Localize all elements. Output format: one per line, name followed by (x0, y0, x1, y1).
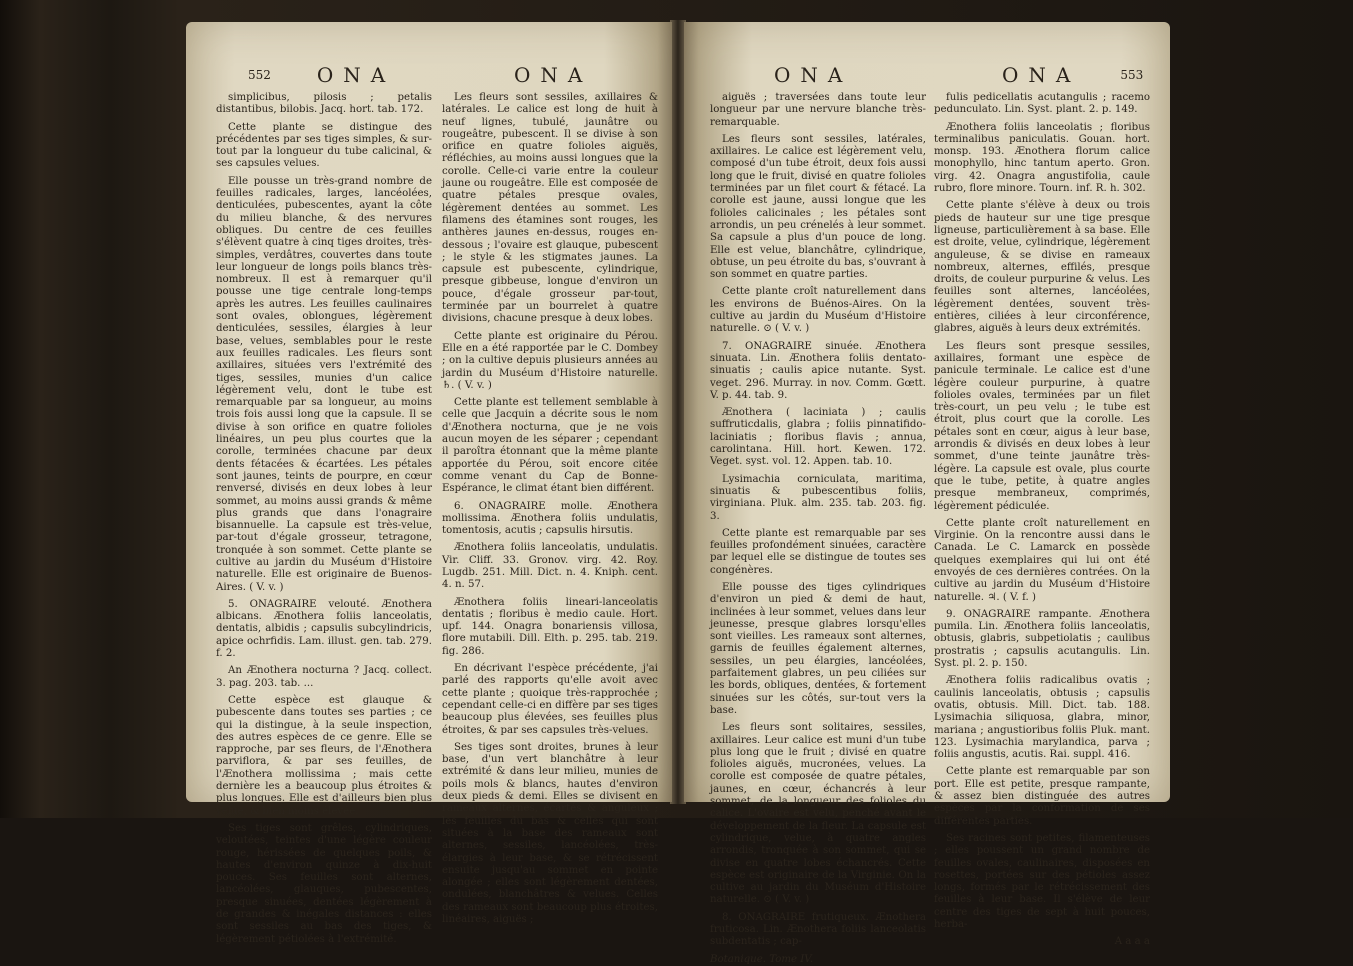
paragraph: Cette plante se distingue des précédentes par ses tiges simples, & sur-tout par la longueur du tube calicinal, & ses capsules velues. (216, 121, 432, 170)
paragraph: 8. ONAGRAIRE frutiqueux. Ænothera fruticosa. Lin. Ænothera foliis lanceolatis subdentatis ; cap- (710, 911, 926, 948)
left-header-2 (514, 62, 634, 88)
footer-volume: Botanique. Tome IV. (710, 953, 814, 965)
signature-mark: A a a a (1114, 936, 1150, 948)
left-column-1 (216, 92, 432, 945)
paragraph: Cette plante croît naturellement dans les environs de Buénos-Aires. On la cultive au jardin du Muséum d'Histoire naturelle. ⊙ ( V. v. ) (710, 286, 926, 335)
right-header-2 (1002, 62, 1152, 88)
left-page (186, 22, 672, 945)
paragraph: Cette espèce est glauque & pubescente dans toutes ses parties ; ce qui la distingue, à la seule inspection, des autres espèces de ce genre. Elle se rapproche, par ses fleurs, de l'Ænothera parviflora, & par ses feuilles, de l'Ænothera mollissima ; mais cette dernière les a beaucoup plus étroites & plus longues. Elle est d'ailleurs bien plus velue, & bien moins élevée. (216, 694, 432, 817)
left-header (248, 62, 418, 88)
left-running-head: ONA (316, 63, 396, 87)
paragraph: Ænothera foliis radicalibus ovatis ; caulinis lanceolatis, obtusis ; capsulis ovatis, obtusis. Mill. Dict. tab. 188. Lysimachia siliquosa, glabra, minor, mariana ; angustioribus foliis Pluk. mant. 123. Lysimachia marylandica, parva ; foliis angustis, acutis. Rai. suppl. 416. (934, 675, 1150, 761)
paragraph: Lysimachia corniculata, maritima, sinuatis & pubescentibus foliis, virginiana. Pluk. alm. 235. tab. 203. fig. 3. (710, 473, 926, 522)
right-running-head-2: ONA (1002, 63, 1081, 87)
paragraph: fulis pedicellatis acutangulis ; racemo pedunculato. Lin. Syst. plant. 2. p. 149. (934, 92, 1150, 116)
paragraph: Ses racines sont petites, filamenteuses ; elles poussent un grand nombre de feuilles ovales, caulinaires, disposées en rosettes, portées sur des pétioles assez longs, formés par le rétrécissement des feuilles à leur base. Il s'élève de leur centre des tiges de sept à huit pouces, herba- (934, 832, 1150, 930)
paragraph: Les fleurs sont sessiles, axillaires & latérales. Le calice est long de huit à neuf lignes, tubulé, jaunâtre ou rougeâtre, pubescent. Il se divise à son orifice en quatre folioles aiguës, réfléchies, au moins aussi longues que la corolle. Celle-ci varie entre la couleur jaune ou rougeâtre. Elle est composée de quatre pétales presque ovales, légèrement dentées au sommet. Les filamens des étamines sont rouges, les anthères jaunes en-dessus, rouges en-dessous ; l'ovaire est glauque, pubescent ; le style & les stigmates jaunes. La capsule est pubescente, cylindrique, presque gibbeuse, longue d'environ un pouce, d'égale grosseur par-tout, terminée par un bourrelet à quatre divisions, chacune presque à deux lobes. (442, 92, 658, 325)
paragraph: Ses tiges sont grêles, cylindriques, veloutées, teintes d'une légère couleur rouge, hérissées de quelques poils, & hautes d'environ quinze à dix-huit pouces. Ses feuilles sont alternes, lancéolées, glauques, pubescentes, presque sinuées, dentées légèrement à de grandes & inégales distances : elles sont sessiles au bas des tiges, & légèrement pétiolées à l'extrémité. (216, 822, 432, 945)
left-column-2 (442, 92, 658, 925)
right-header (774, 62, 894, 88)
left-page-number: 552 (248, 68, 271, 82)
right-column-2 (934, 92, 1150, 948)
paragraph: Les fleurs sont solitaires, sessiles, axillaires. Leur calice est muni d'un tube plus long que le fruit ; divisé en quatre folioles aiguës, mucronées, velues. La corolle est composée de quatre pétales, jaunes, en cœur, échancrés à leur sommet, de la longueur des folioles du calice. L'ovaire est velu, penché avant le développement de la fleur. La capsule est cylindrique, velue, à quatre angles arrondis, tronquée à son sommet, qui se divise en quatre lobes échancrés. Cette espèce est originaire de la Virginie. On la cultive au jardin du Muséum d'Histoire naturelle. ⊙ ( V. v. ) (710, 722, 926, 906)
paragraph: simplicibus, pilosis ; petalis distantibus, bilobis. Jacq. hort. tab. 172. (216, 92, 432, 116)
paragraph: Ænothera foliis lanceolatis ; floribus terminalibus paniculatis. Gouan. hort. monsp. 193. Ænothera florum calice monophyllo, hinc tantum aperto. Gron. virg. 42. Onagra angustifolia, caule rubro, flore minore. Tourn. inf. R. h. 302. (934, 121, 1150, 195)
paragraph: 7. ONAGRAIRE sinuée. Ænothera sinuata. Lin. Ænothera foliis dentato-sinuatis ; caulis apice nutante. Syst. veget. 296. Murray. in nov. Comm. Gœtt. V. p. 44. tab. 9. (710, 340, 926, 401)
paragraph: Ænothera foliis lanceolatis, undulatis. Vir. Cliff. 33. Gronov. virg. 42. Roy. Lugdb. 251. Mill. Dict. n. 4. Kniph. cent. 4. n. 57. (442, 542, 658, 591)
paragraph: Cette plante est remarquable par son port. Elle est petite, presque rampante, & assez bien distinguée des autres espèces par la conformation de ses différentes parties. (934, 766, 1150, 827)
right-column-1 (710, 92, 926, 965)
paragraph: Elle pousse des tiges cylindriques d'environ un pied & demi de haut, inclinées à leur sommet, velues dans leur jeunesse, presque glabres lorsqu'elles sont vieilles. Les rameaux sont alternes, garnis de feuilles également alternes, sessiles, un peu élargies, lancéolées, parfaitement glabres, un peu ciliées sur les bords, obliques, dentées, & fortement sinuées sur les côtés, sur-tout vers la base. (710, 581, 926, 716)
paragraph: 6. ONAGRAIRE molle. Ænothera mollissima. Ænothera foliis undulatis, tomentosis, acutis ; capsulis hirsutis. (442, 500, 658, 537)
paragraph: Les fleurs sont sessiles, latérales, axillaires. Le calice est légèrement velu, composé d'un tube étroit, deux fois aussi long que le fruit, divisé en quatre folioles terminées par un filet court & fétacé. La corolle est jaune, aussi longue que les folioles calicinales ; les pétales sont arrondis, un peu crénelés à leur sommet. Sa capsule a plus d'un pouce de long. Elle est velue, blanchâtre, cylindrique, obtuse, un peu étroite du bas, s'ouvrant à son sommet en quatre parties. (710, 133, 926, 281)
right-page (684, 22, 1170, 965)
paragraph: En décrivant l'espèce précédente, j'ai parlé des rapports qu'elle avoit avec cette plante ; quoique très-rapprochée ; cependant celle-ci en diffère par ses tiges beaucoup plus élevées, ses feuilles plus étroites, & par ses capsules très-velues. (442, 663, 658, 736)
paragraph: Ænothera foliis lineari-lanceolatis dentatis ; floribus è medio caule. Hort. upf. 144. Onagra bonariensis villosa, flore mutabili. Dill. Elth. p. 295. tab. 219. fig. 286. (442, 596, 658, 657)
paragraph: Cette plante est originaire du Pérou. Elle en a été rapportée par le C. Dombey ; on la cultive depuis plusieurs années au jardin du Muséum d'Histoire naturelle. ♄. ( V. v. ) (442, 330, 658, 391)
paragraph: 9. ONAGRAIRE rampante. Ænothera pumila. Lin. Ænothera foliis lanceolatis, obtusis, glabris, subpetiolatis ; caulibus prostratis ; capsulis acutangulis. Lin. Syst. pl. 2. p. 150. (934, 608, 1150, 670)
paragraph: 5. ONAGRAIRE velouté. Ænothera albicans. Ænothera foliis lanceolatis, dentatis, albidis ; capsulis subcylindricis, apice ochrfidis. Lam. illust. gen. tab. 279. f. 2. (216, 598, 432, 660)
paragraph: An Ænothera nocturna ? Jacq. collect. 3. pag. 203. tab. ... (216, 665, 432, 689)
paragraph: Ænothera ( laciniata ) ; caulis suffruticdalis, glabra ; foliis pinnatifido-laciniatis ; floribus flavis ; annua, carolintana. Hill. hort. Kewen. 172. Veget. syst. vol. 12. Appen. tab. 10. (710, 407, 926, 468)
right-page-number: 553 (1120, 68, 1144, 82)
right-running-head: ONA (774, 63, 853, 87)
paragraph: Cette plante croît naturellement en Virginie. On la rencontre aussi dans le Canada. Le C. Lamarck en possède quelques exemplaires qui lui ont été envoyés de ces dernières contrées. On la cultive au jardin du Muséum d'Histoire naturelle. ♃. ( V. f. ) (934, 517, 1150, 603)
paragraph: Cette plante s'élève à deux ou trois pieds de hauteur sur une tige presque ligneuse, particulièrement à sa base. Elle est droite, velue, cylindrique, légèrement anguleuse, & se divise en rameaux nombreux, alternes, effilés, presque droits, de couleur purpurine & velus. Les feuilles sont alternes, lancéolées, légèrement dentées, souvent très-entières, ciliées à leur circonférence, glabres, aiguës à leurs deux extrémités. (934, 200, 1150, 335)
paragraph: aiguës ; traversées dans toute leur longueur par une nervure blanche très-remarquable. (710, 92, 926, 128)
paragraph: Cette plante est tellement semblable à celle que Jacquin a décrite sous le nom d'Ænothera nocturna, que je ne vois aucun moyen de les séparer ; cependant il paroîtra étonnant que la même plante apportée du Pérou, soit encore citée comme venant du Cap de Bonne-Espérance, le climat étant bien différent. (442, 397, 658, 495)
left-running-head-2: ONA (514, 63, 593, 87)
paragraph: Cette plante est remarquable par ses feuilles profondément sinuées, caractère par lequel elle se distingue de toutes ses congénères. (710, 527, 926, 576)
paragraph: Elle pousse un très-grand nombre de feuilles radicales, larges, lancéolées, denticulées, pubescentes, ayant la côte du milieu blanche, & des nervures obliques. Du centre de ces feuilles s'élèvent quatre à cinq tiges droites, très-simples, verdâtres, couvertes dans toute leur longueur de longs poils blancs très-nombreux. Il est à remarquer qu'il pousse une tige centrale long-temps après les autres. Les feuilles caulinaires sont ovales, oblongues, légèrement denticulées, sessiles, élargies à leur base, velues, semblables pour le reste aux feuilles radicales. Les fleurs sont axillaires, situées vers l'extrémité des tiges, sessiles, munies d'un calice légèrement velu, dont le tube est remarquable par sa longueur, au moins trois fois aussi long que la capsule. Il se divise à son orifice en quatre folioles linéaires, un peu plus courtes que la corolle, terminées chacune par deux dents fétacées & écartées. Les pétales sont jaunes, teints de pourpre, en cœur renversé, divisés en deux lobes à leur sommet, au moins aussi grands & même plus grands que dans l'onagraire bisannuelle. La capsule est très-velue, par-tout d'égale grosseur, tetragone, tronquée à son sommet. Cette plante se cultive au jardin du Muséum d'Histoire naturelle. Elle est originaire de Buenos-Aires. ( V. v. ) (216, 175, 432, 593)
paragraph: Les fleurs sont presque sessiles, axillaires, formant une espèce de panicule terminale. Le calice est d'une légère couleur purpurine, à quatre folioles ovales, terminées par un filet très-court, un peu velu ; le tube est étroit, plus court que la corolle. Les pétales sont en cœur, aigus à leur base, arrondis & divisés en deux lobes à leur sommet, d'une teinte jaunâtre très-légère. La capsule est ovale, plus courte que le tube, petite, à quatre angles presque membraneux, comprimés, légèrement pédiculée. (934, 340, 1150, 512)
paragraph: Ses tiges sont droites, brunes à leur base, d'un vert blanchâtre à leur extrémité & dans leur milieu, munies de poils mols & blancs, hautes d'environ deux pieds & demi. Elles se divisent en rameaux alternes, écartés & anguleux ; les feuilles du bas & celles qui sont situées à la base des rameaux sont alternes, sessiles, lancéolées, très-élargies à leur base, & se rétrécissent ensuite jusqu'au sommet en pointe alongée ; elles sont légèrement dentées, ondulées, blanchâtres & velues. Celles des rameaux sont beaucoup plus étroites, linéaires, aiguës ; (442, 741, 658, 925)
